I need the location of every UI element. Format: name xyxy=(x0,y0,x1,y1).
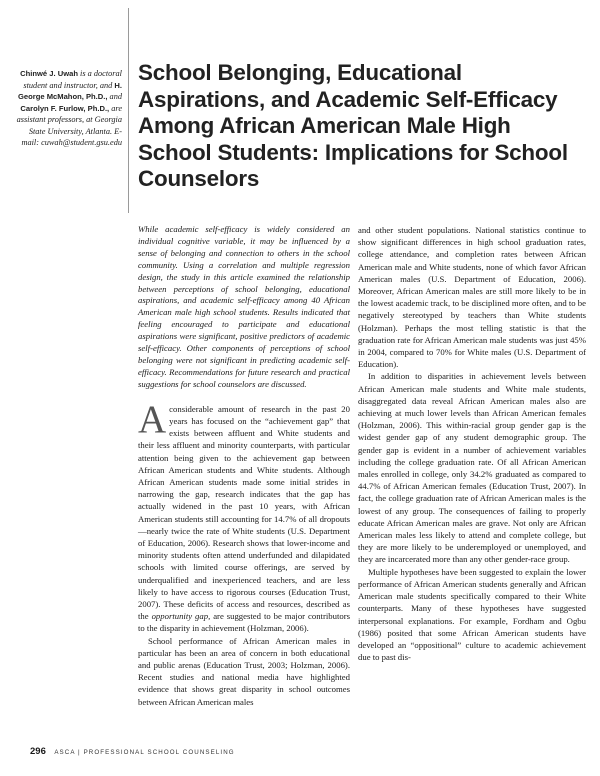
body-paragraph-1-text-b: are suggested to be major contributors to the disparity in achievement (Holzman, 2006). xyxy=(138,611,350,634)
author-name-uwah: Chinwé J. Uwah xyxy=(20,69,78,78)
page-number: 296 xyxy=(30,746,46,757)
body-paragraph-2-continued: and other student populations. National statistics continue to show significant differences in high school graduation rates, college attendance, and completion rates between African American male and White students, none of which favor African American males (U.S. Department of Education, 2006). Moreover, African American males are still more likely to be in the lowest academic track, to be disciplined more often, and to be negatively stereotyped by teachers than White students (Holzman). Perhaps the most telling statistic is that the graduation rate for African American male students was just 45% in 2004, compared to 70% for White males (U.S. Department of Education). xyxy=(358,225,586,370)
column-divider-rule xyxy=(128,8,129,213)
abstract: While academic self-efficacy is widely considered an individual cognitive variable, it may be influenced by a sense of belonging and connection to others in the school community. Using a correlation and multiple regression design, the study in this article examined the relationship between perceptions of school belonging, educational aspirations, and academic self-efficacy among 40 African American male high school students. Results indicated that feeling encouraged to participate and educational aspirations were significant, positive predictors of academic self-efficacy. Other components of perceptions of school belonging were not significant in predicting academic self-efficacy. Recommendations for future research and practical suggestions for school counselors are discussed. xyxy=(138,224,350,389)
author-name-mcmahon: H. George McMahon, Ph.D., xyxy=(18,80,122,101)
body-paragraph-1-text-a: considerable amount of research in the past 20 years has focused on the “achievement gap” that exists between affluent and White students and their less affluent and minority counterparts, with particular attention being given to the achievement gap between African American students and White students. Although African American students made some initial strides in narrowing the gap, research indicates that the gap has actually widened in the past 10 years, with African American students still accounting for 14.7% of all dropouts—nearly twice the rate of White students (U.S. Department of Education, 2006). Research shows that lower-income and minority students often attend underfunded and dilapidated schools with limited course offerings, are served by underqualified and inexperienced teachers, and are less likely to have access to rigorous courses (Education Trust, 2007). These deficits of access and resources, described as the xyxy=(138,403,350,622)
author-role-uwah: is a doctoral student and instructor, and xyxy=(23,69,122,90)
text-column-left xyxy=(138,224,350,708)
author-bio xyxy=(14,68,122,149)
author-conjunction: and xyxy=(107,92,122,101)
drop-cap: A xyxy=(138,397,167,441)
body-paragraph-1 xyxy=(138,397,350,635)
text-column-right xyxy=(358,224,586,663)
article-title: School Belonging, Educational Aspirations, and Academic Self-Efficacy Among African American Male High School Students: Implications for School Counselors xyxy=(138,60,568,191)
page-footer xyxy=(30,741,590,759)
term-opportunity-gap: opportunity gap, xyxy=(151,611,211,622)
author-role-mcmahon-furlow: are assistant professors, at Georgia State University, Atlanta. E-mail: cuwah@student.gsu.edu xyxy=(16,103,122,147)
body-paragraph-3: In addition to disparities in achievement levels between African American male students and White male students, disaggregated data reveal African American males also are achieving at much lower levels than African American females (Holzman, 2006). This within-racial group gender gap is the widest gender gap of any student demographic group. The gender gap is evident in a number of achievement variables including the college graduation rate. Of all African American males enrolled in college, only 34.2% graduated as compared to 44.7% of African American females (Education Trust, 2007). In fact, the college graduation rate of African American males is the lowest of any group. The consequences of failing to properly educate African American males are grave. Not only are African American males less likely to attend and complete college, but they are more likely to be underemployed or unemployed, and they are incarcerated more than any other gender-race group. xyxy=(358,371,586,565)
body-paragraph-4: Multiple hypotheses have been suggested to explain the lower performance of African American students generally and African American male students specifically compared to their White counterparts. Many of these hypotheses have suggested interpersonal explanations. For example, Fordham and Ogbu (1986) posited that some African American students have developed an “oppositional” culture to academic achievement due to past dis- xyxy=(358,566,586,663)
author-name-furlow: Carolyn F. Furlow, Ph.D., xyxy=(20,103,110,113)
running-head: ASCA | PROFESSIONAL SCHOOL COUNSELING xyxy=(54,749,235,756)
body-paragraph-2: School performance of African American males in particular has been an area of concern in both educational and public arenas (Education Trust, 2003; Holzman, 2006). Recent studies and national media have highlighted evidence that shows great disparity in school outcomes between African American males xyxy=(138,635,350,707)
